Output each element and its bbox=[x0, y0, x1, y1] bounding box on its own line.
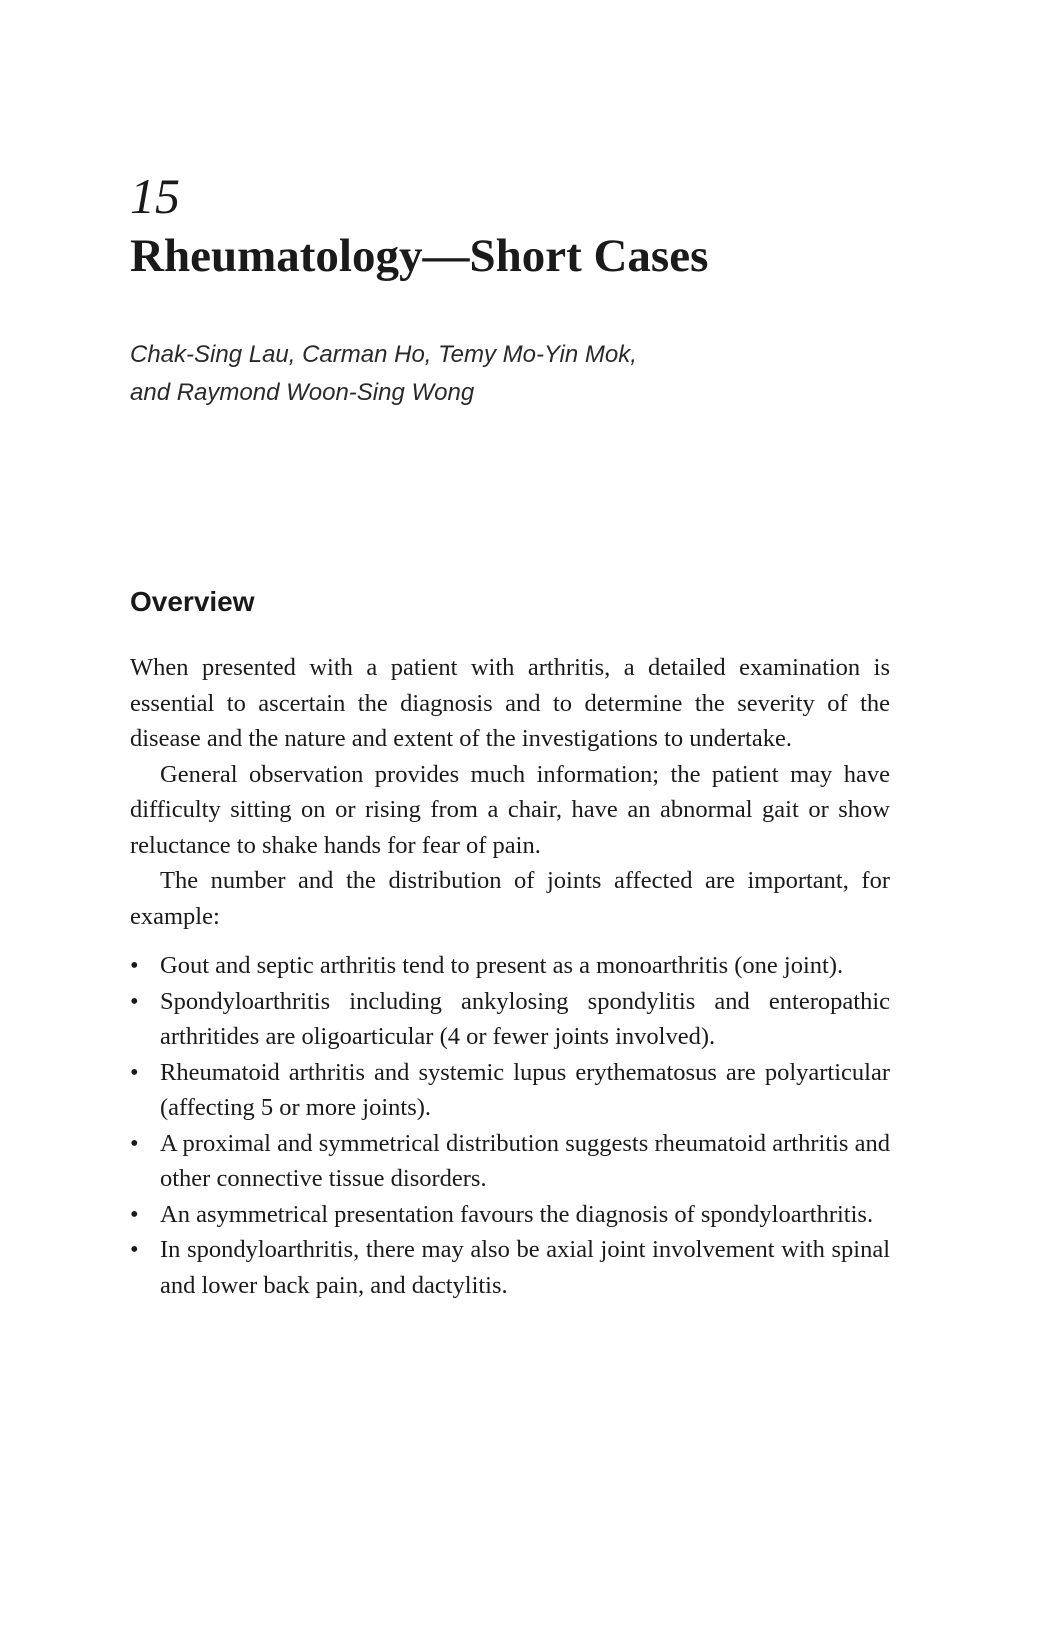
bullet-icon: • bbox=[130, 1200, 139, 1228]
list-item-text: An asymmetrical presentation favours the diagnosis of spondyloarthritis. bbox=[160, 1200, 874, 1228]
list-item-text: Spondyloarthritis including ankylosing spondylitis and enteropathic arthritides are oligoarticular (4 or fewer joints involved). bbox=[160, 987, 890, 1050]
chapter-authors bbox=[130, 336, 890, 412]
authors-line-2: and Raymond Woon-Sing Wong bbox=[130, 379, 475, 406]
bullet-icon: • bbox=[130, 1058, 139, 1086]
authors-line-1: Chak-Sing Lau, Carman Ho, Temy Mo-Yin Mok, bbox=[130, 341, 637, 368]
paragraph: General observation provides much information; the patient may have difficulty sitting on or rising from a chair, have an abnormal gait or show reluctance to shake hands for fear of pain. bbox=[130, 760, 890, 859]
bullet-list bbox=[130, 948, 890, 1303]
bullet-icon: • bbox=[130, 1236, 139, 1263]
list-item bbox=[130, 948, 890, 984]
bullet-icon: • bbox=[130, 1129, 139, 1157]
list-item-text: Gout and septic arthritis tend to present as a monoarthritis (one joint). bbox=[160, 952, 844, 979]
paragraph: The number and the distribution of joints affected are important, for example: bbox=[130, 867, 890, 930]
bullet-icon: • bbox=[130, 952, 139, 979]
overview-body bbox=[130, 650, 890, 1303]
list-item bbox=[130, 1055, 890, 1126]
list-item-text: A proximal and symmetrical distribution suggests rheumatoid arthritis and other connective tissue disorders. bbox=[160, 1129, 890, 1192]
chapter-title: Rheumatology—Short Cases bbox=[130, 230, 709, 282]
list-item bbox=[130, 1232, 890, 1303]
list-item-text: In spondyloarthritis, there may also be axial joint involvement with spinal and lower back pain, and dactylitis. bbox=[160, 1236, 890, 1299]
list-item bbox=[130, 1126, 890, 1197]
list-item bbox=[130, 984, 890, 1055]
list-item-text: Rheumatoid arthritis and systemic lupus erythematosus are polyarticular (affecting 5 or more joints). bbox=[160, 1058, 890, 1121]
section-heading-overview: Overview bbox=[130, 586, 255, 617]
paragraph: When presented with a patient with arthritis, a detailed examination is essential to ascertain the diagnosis and to determine the severity of the disease and the nature and extent of the investigations to undertake. bbox=[130, 654, 890, 752]
list-item bbox=[130, 1197, 890, 1233]
chapter-number: 15 bbox=[130, 168, 180, 224]
bullet-icon: • bbox=[130, 987, 139, 1015]
